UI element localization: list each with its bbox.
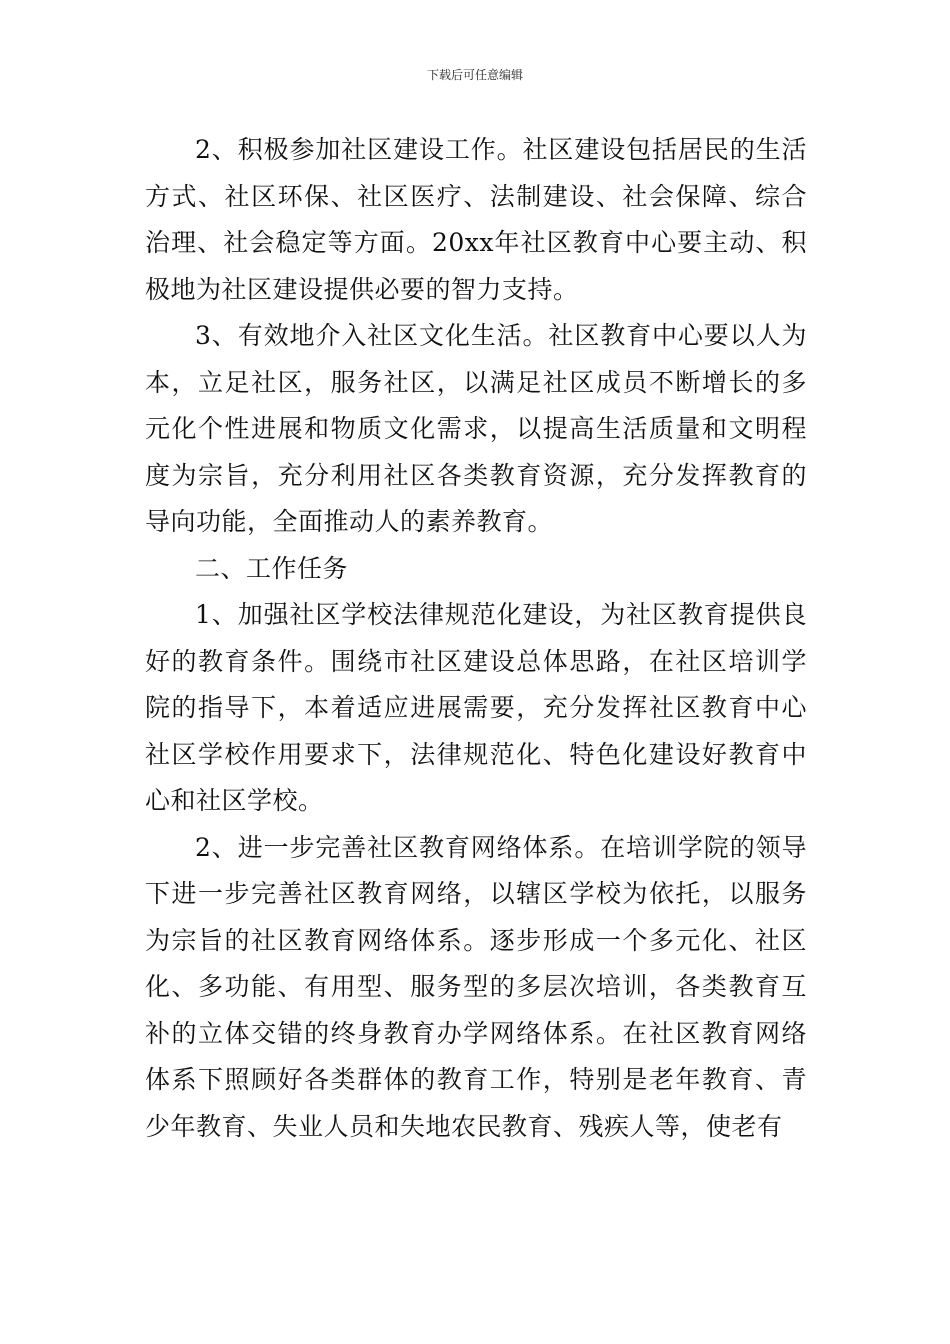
paragraph-legal-standardization: 1、加强社区学校法律规范化建设，为社区教育提供良好的教育条件。围绕市社区建设总体思路，在社区培训学院的指导下，本着适应进展需要，充分发挥社区教育中心社区学校作用要求下，法律规范化、特色化建设好教育中心和社区学校。: [145, 600, 807, 815]
paragraph-education-network: 2、进一步完善社区教育网络体系。在培训学院的领导下进一步完善社区教育网络，以辖区学校为依托，以服务为宗旨的社区教育网络体系。逐步形成一个多元化、社区化、多功能、有用型、服务型的多层次培训，各类教育互补的立体交错的终身教育办学网络体系。在社区教育网络体系下照顾好各类群体的教育工作，特别是老年教育、青少年教育、失业人员和失地农民教育、残疾人等，使老有: [145, 832, 807, 1141]
section-heading-work-tasks: 二、工作任务: [195, 553, 349, 583]
page-header: 下载后可任意编辑: [426, 68, 523, 82]
paragraph-community-construction: 2、积极参加社区建设工作。社区建设包括居民的生活方式、社区环保、社区医疗、法制建设、社会保障、综合治理、社会稳定等方面。20xx年社区教育中心要主动、积极地为社区建设提供必要的智力支持。: [145, 135, 807, 304]
document-body: [145, 127, 807, 1150]
paragraph-community-culture: 3、有效地介入社区文化生活。社区教育中心要以人为本，立足社区，服务社区，以满足社区成员不断增长的多元化个性进展和物质文化需求，以提高生活质量和文明程度为宗旨，充分利用社区各类教育资源，充分发挥教育的导向功能，全面推动人的素养教育。: [145, 321, 807, 536]
